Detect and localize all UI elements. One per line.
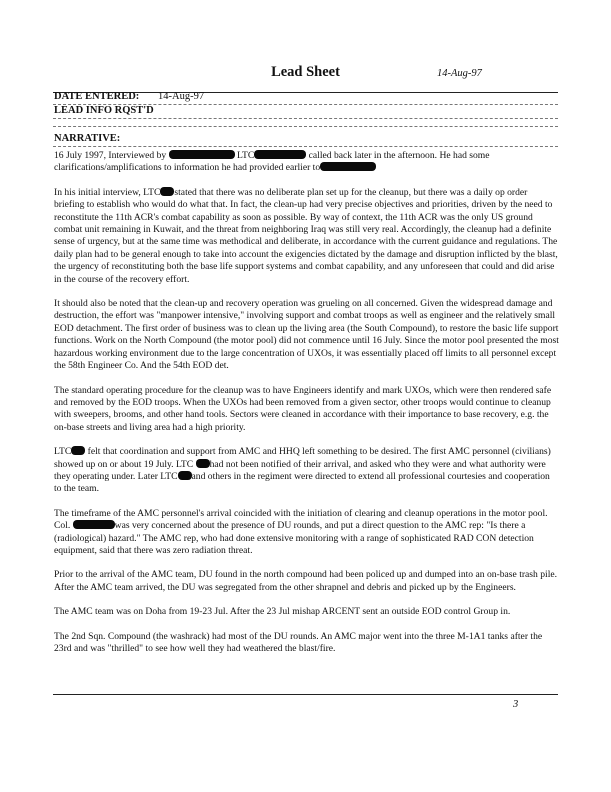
redaction bbox=[71, 446, 85, 455]
redaction bbox=[196, 459, 210, 468]
redaction bbox=[178, 471, 192, 480]
redaction bbox=[160, 187, 174, 196]
page-title: Lead Sheet bbox=[271, 64, 340, 80]
p5-text-c: had not been notified of their arrival, and asked who they were and what authority were they operating under. Later LTC bbox=[54, 458, 546, 482]
p5-text-b: felt that coordination and support from AMC and HHQ left something to be desired. The first AMC personnel (civilians) showed up on or about 19 July. LTC bbox=[54, 446, 551, 470]
redaction bbox=[320, 162, 376, 171]
paragraph-7: Prior to the arrival of the AMC team, DU found in the north compound had been policed up and dumped into an on-base trash pile. After the AMC team arrived, the DU was segregated from the other shrapnel and debris and picked up by the Engineers. bbox=[54, 569, 558, 593]
p1-text-a: 16 July 1997, Interviewed by bbox=[54, 150, 167, 161]
p5-text-a: LTC bbox=[54, 446, 72, 458]
paragraph-8: The AMC team was on Doha from 19-23 Jul. After the 23 Jul mishap ARCENT sent an outside EOD control Group in. bbox=[54, 606, 511, 618]
paragraph-5 bbox=[54, 446, 559, 496]
paragraph-1 bbox=[54, 150, 559, 175]
p2-text-a: In his initial interview, LTC bbox=[54, 186, 161, 198]
p2-text-b: stated that there was no deliberate plan set up for the cleanup, but there was a daily op order briefing to establish who would do what that. In fact, the clean-up had very precise objectives and priorities, driven by the need to reconstitute the 11th ACR's combat capability as soon as possible. By way of context, the 11th ACR was the only US ground combat unit remaining in Kuwait, and the threat from neighboring Iraq was still very real. Accordingly, the cleanup had a definite sense of urgency, but at the same time was methodical and deliberate, in accordance with the current guidance and regulations. The daily plan had to be general enough to take into account the exigencies dictated by the damage and disruption inflicted by the blast, the urgency of reconstituting both the base life support systems and combat capability, and any unforeseen that could and did arise in the course of the recovery effort. bbox=[54, 186, 558, 285]
paragraph-3: It should also be noted that the clean-up and recovery operation was grueling on all concerned. Given the widespread damage and destruction, the effort was "manpower intensive," involving support and combat troops as well as engineer and the relatively small EOD detachment. The first order of business was to clean up the living area (the South Compound), to restore the basic life support functions. Work on the North Compound (the motor pool) did not commence until 16 July. Since the motor pool presented the most hazardous working environment due to the large concentration of UXOs, it was essentially placed off limits to all personnel except the 58th Engineer Co. And the 54th EOD det. bbox=[54, 298, 559, 372]
paragraph-2 bbox=[54, 187, 559, 286]
narrative-rule bbox=[53, 146, 558, 147]
paragraph-4: The standard operating procedure for the cleanup was to have Engineers identify and mark UXOs, which were then rendered safe and removed by the EOD troops. When the UXOs had been removed from a given sector, other troops would continue to cleanup with sweepers, brooms, and other hand tools. Sectors were cleaned in accordance with their importance to base recovery, e.g. the on-base streets and living area had a high priority. bbox=[54, 384, 552, 433]
redaction bbox=[254, 150, 306, 159]
narrative-body bbox=[54, 150, 559, 667]
date-entered-value: 14-Aug-97 bbox=[158, 91, 205, 102]
header-date: 14-Aug-97 bbox=[437, 68, 482, 79]
p5-text-d: and others in the regiment were directed to extend all professional courtesies and cooperation to the team. bbox=[54, 470, 550, 495]
lead-info-rule bbox=[53, 118, 558, 119]
date-entered-label: DATE ENTERED: bbox=[54, 91, 140, 102]
page-number: 3 bbox=[513, 699, 519, 710]
lead-info-label: LEAD INFO RQST'D bbox=[54, 105, 154, 116]
lead-info-rule-2 bbox=[53, 126, 558, 127]
p1-text-c: called back later in the afternoon. He had some clarifications/amplifications to information he had provided earlier to bbox=[54, 150, 490, 174]
narrative-label: NARRATIVE: bbox=[54, 133, 121, 144]
footer-rule bbox=[53, 694, 558, 695]
p6-text-b: was very concerned about the presence of DU rounds, and put a direct question to the AMC rep: "Is there a (radiological) hazard." The AMC rep, who had done extensive monitoring with a range of sophisticated RAD CON detection equipment, said that there was zero radiation threat. bbox=[54, 520, 534, 556]
redaction bbox=[169, 150, 235, 159]
redaction bbox=[73, 520, 115, 529]
p6-text-a: The timeframe of the AMC personnel's arrival coincided with the initiation of clearing and cleanup operations in the motor pool. Col. bbox=[54, 507, 548, 532]
paragraph-6 bbox=[54, 508, 559, 558]
p1-text-b: LTC bbox=[237, 150, 255, 161]
paragraph-9: The 2nd Sqn. Compound (the washrack) had most of the DU rounds. An AMC major went into the three M-1A1 tanks after the 23rd and was "thrilled" to see how well they had weathered the blast/fire. bbox=[54, 630, 543, 654]
